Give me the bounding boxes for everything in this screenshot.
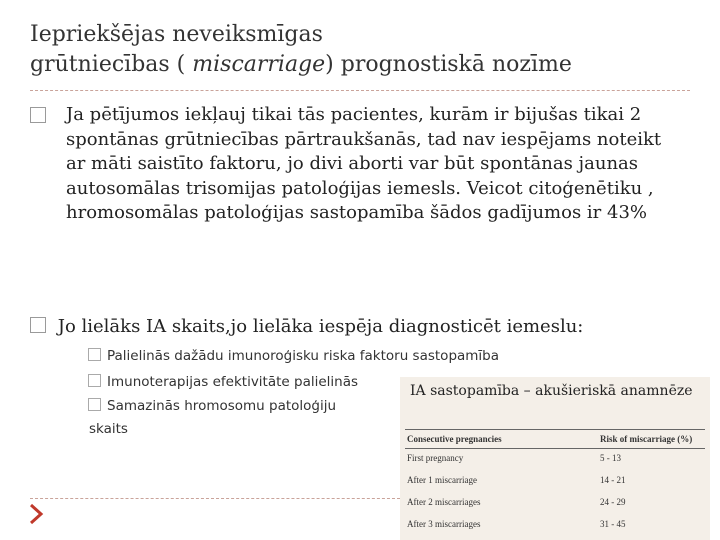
sub-bullet-1-text: Palielinās dažādu imunoroģisku riska faktoru sastopamība (107, 348, 500, 364)
sub-bullet-2 (88, 374, 358, 390)
footer-divider (30, 498, 400, 499)
title-line-2 (30, 50, 670, 80)
row-value: 14 - 21 (600, 475, 626, 485)
risk-table-panel (400, 377, 710, 540)
table-row (405, 493, 705, 515)
title-line-1: Iepriekšējas neveiksmīgas (30, 22, 323, 47)
bullet-2-text: Jo lielāks IA skaits,jo lielāka iespēja diagnosticēt iemeslu: (57, 316, 584, 337)
title-line-2-pre: grūtniecības ( (30, 52, 193, 77)
title-divider (30, 90, 690, 91)
title-line-2-italic: miscarriage (192, 52, 326, 77)
row-label: After 2 miscarriages (407, 497, 481, 507)
sub-bullet-icon (88, 398, 101, 411)
bullet-box-icon (30, 107, 46, 123)
bullet-1-text: Ja pētījumos iekļauj tikai tās pacientes, kurām ir bijušas tikai 2 spontānas grūtniecības pārtraukšanās, tad nav iespējams noteikt ar māti saistīto faktoru, jo divi aborti var būt spontānas jaunas autosomālas trisomijas patoloģijas iemesls. Veicot citoģenētiku , hromosomālas patoloģijas sastopamība šādos gadījumos ir 43% (66, 104, 662, 223)
header-risk: Risk of miscarriage (%) (600, 434, 693, 444)
table-row (405, 471, 705, 493)
risk-table-title: IA sastopamība – akušieriskā anamnēze (410, 383, 693, 399)
bullet-box-icon (30, 317, 46, 333)
sub-bullet-icon (88, 374, 101, 387)
risk-table (405, 429, 705, 537)
table-row (405, 449, 705, 471)
row-label: First pregnancy (407, 453, 464, 463)
sub-bullet-icon (88, 348, 101, 361)
sub-bullet-2-text: Imunoterapijas efektivitāte palielinās (107, 374, 359, 390)
sub-bullet-3-continuation: skaits (89, 421, 128, 437)
table-header (405, 429, 705, 449)
title-line-2-post: ) prognostiskā nozīme (325, 52, 572, 77)
row-value: 24 - 29 (600, 497, 626, 507)
sub-bullet-1 (88, 348, 499, 364)
bullet-2 (30, 315, 583, 339)
next-slide-arrow-icon[interactable] (28, 503, 44, 525)
sub-bullet-3-text: Samazinās hromosomu patoloģiju (107, 398, 337, 414)
sub-bullet-3 (88, 398, 336, 414)
row-label: After 1 miscarriage (407, 475, 477, 485)
header-pregnancies: Consecutive pregnancies (407, 434, 502, 444)
row-label: After 3 miscarriages (407, 519, 481, 529)
row-value: 31 - 45 (600, 519, 626, 529)
table-row (405, 515, 705, 537)
row-value: 5 - 13 (600, 453, 621, 463)
slide-title (30, 20, 670, 80)
